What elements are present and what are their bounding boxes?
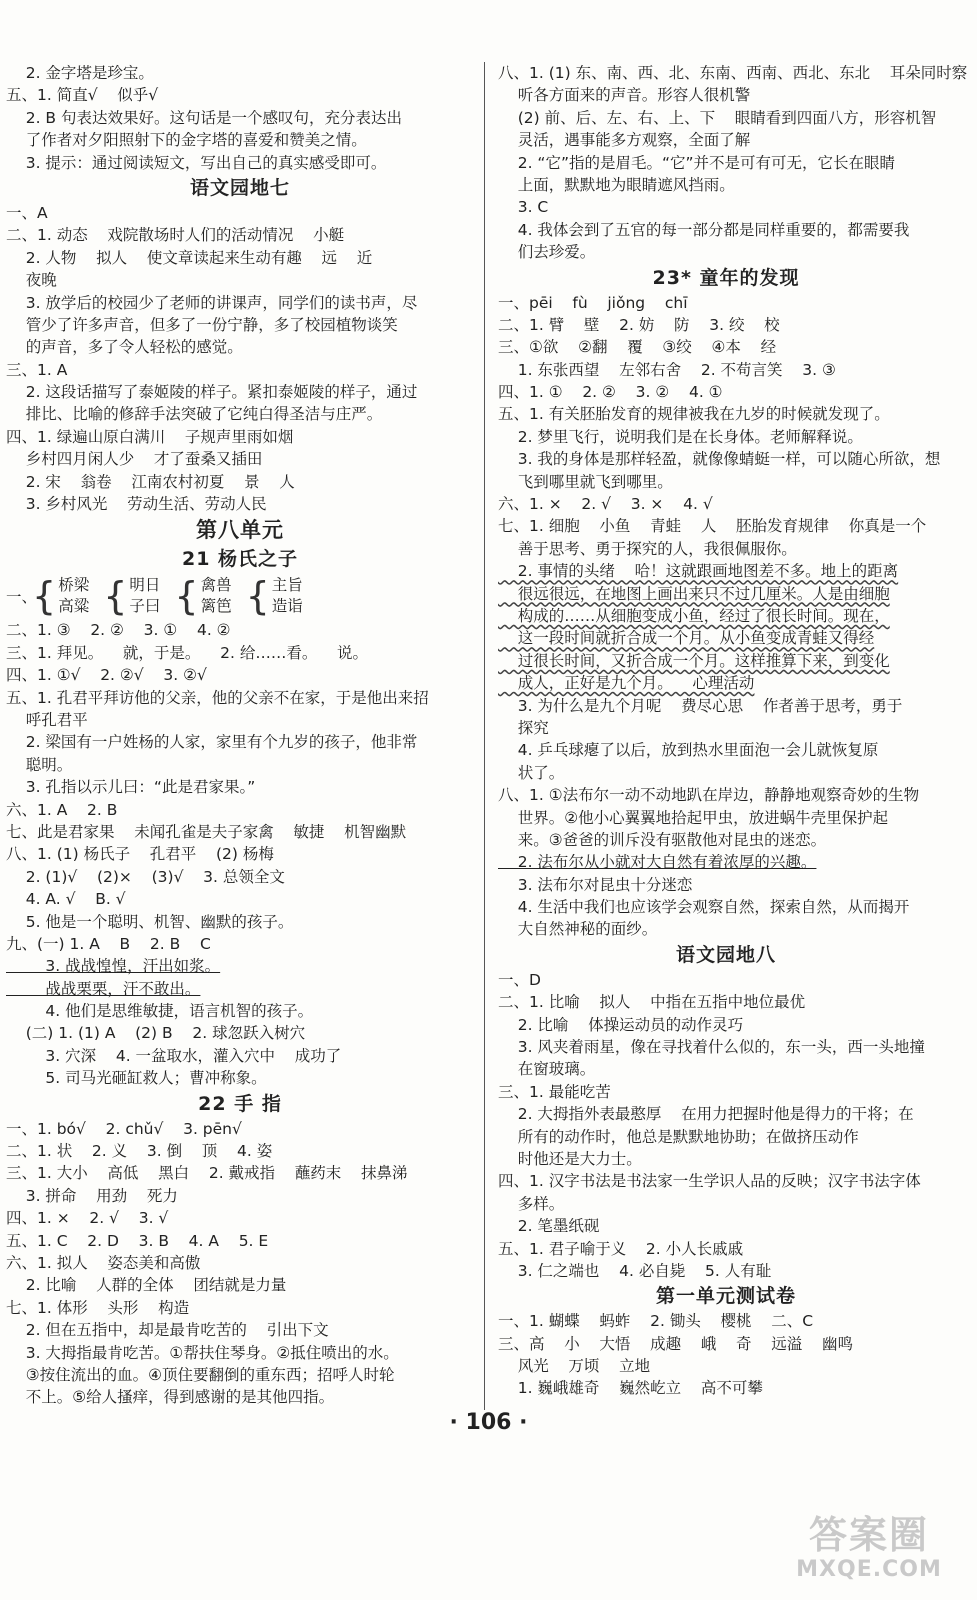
answer-text: 九、(一) 1. A B 2. B C: [6, 934, 211, 953]
answer-line: [498, 762, 954, 784]
answer-line: [498, 448, 954, 470]
word: 桥梁: [58, 576, 90, 595]
answer-line: [6, 152, 474, 174]
answer-text: 五、1. 简直√ 似乎√: [6, 86, 159, 105]
answer-text: 2. 事情的头绪 哈！这就跟画地图差不多。地上的距离: [498, 562, 899, 581]
answer-text: ③按住流出的血。④顶住要翻倒的重东西；招呼人时轮: [6, 1365, 395, 1384]
answer-text: 多样。: [498, 1194, 565, 1213]
answer-text: 2. 宋 翁卷 江南农村初夏 景 人: [6, 472, 295, 491]
answer-text: 风光 万顷 立地: [498, 1357, 651, 1376]
bracket-answer-row: [6, 573, 474, 619]
answer-line: [6, 62, 474, 84]
answer-text: 五、1. C 2. D 3. B 4. A 5. E: [6, 1231, 269, 1250]
answer-line: [6, 821, 474, 843]
answer-text: 飞到哪里就飞到哪里。: [498, 472, 673, 491]
answer-line: [6, 619, 474, 641]
question-number: 一、: [6, 588, 38, 607]
answer-line: [498, 241, 954, 263]
answer-line: [6, 292, 474, 314]
answer-line: [6, 314, 474, 336]
answer-line: [498, 918, 954, 940]
answer-line: [498, 219, 954, 241]
answer-line: [498, 896, 954, 918]
answer-text: 七、1. 细胞 小鱼 青蛙 人 胚胎发育规律 你真是一个: [498, 517, 927, 536]
answer-text: 5. 司马光砸缸救人；曹冲称象。: [6, 1069, 267, 1088]
answer-line: [498, 174, 954, 196]
answer-text: 呼孔君平: [6, 710, 88, 729]
answer-line: [498, 1355, 954, 1377]
answer-text: 2. 金字塔是珍宝。: [6, 64, 154, 82]
answer-text: 不上。⑤给人搔痒，得到感谢的是其他四指。: [6, 1388, 335, 1407]
column-divider: [484, 62, 485, 1410]
answer-text: 四、1. × 2. √ 3. √: [6, 1209, 169, 1228]
answer-line: [498, 84, 954, 106]
answer-text: 3. 战战惶惶，汗出如浆。: [6, 957, 221, 976]
answer-line: [498, 1333, 954, 1355]
answer-text: 4. 我体会到了五官的每一部分都是同样重要的，都需要我: [498, 220, 910, 239]
answer-line: [498, 493, 954, 515]
section-heading: 第八单元: [196, 518, 284, 543]
answer-line: [498, 560, 954, 582]
answer-text: 七、1. 体形 头形 构造: [6, 1298, 190, 1317]
answer-line: [6, 84, 474, 106]
answer-text: 三、1. 拜见。 就，于是。 2. 给……看。 说。: [6, 643, 369, 662]
answer-text: 六、1. A 2. B: [6, 800, 118, 819]
answer-text: 3. 乡村风光 劳动生活、劳动人民: [6, 495, 267, 514]
answer-line: [498, 969, 954, 991]
answer-line: [498, 851, 954, 873]
answer-text: 成人，正好是九个月。 心理活动: [498, 674, 755, 693]
answer-line: [498, 538, 954, 560]
word-pair-group: [246, 575, 303, 617]
answer-line: [498, 605, 954, 627]
answer-text: 八、1. (1) 杨氏子 孔君平 (2) 杨梅: [6, 845, 274, 864]
right-column: [498, 62, 968, 1400]
answer-line: [498, 1310, 954, 1332]
answer-line: [6, 448, 474, 470]
answer-text: 六、1. 拟人 姿态美和高傲: [6, 1253, 201, 1272]
answer-line: [498, 515, 954, 537]
answer-line: [6, 1140, 474, 1162]
answer-line: [498, 196, 954, 218]
answer-text: 在窗玻璃。: [498, 1060, 596, 1079]
answer-line: [498, 1014, 954, 1036]
answer-text: 状了。: [498, 763, 565, 782]
brace-icon: {: [245, 574, 270, 619]
answer-line: [6, 107, 474, 129]
answer-line: [498, 1260, 954, 1282]
answer-line: [6, 978, 474, 1000]
answer-line: [498, 695, 954, 717]
answer-text: 二、1. 比喻 拟人 中指在五指中地位最优: [498, 993, 806, 1012]
answer-text: 2. B 句表达效果好。这句话是一个感叹句，充分表达出: [6, 108, 402, 127]
answer-line: [498, 627, 954, 649]
answer-text: 一、pēi fù jiǒng chī: [498, 293, 688, 312]
answer-text: 五、1. 君子喻于义 2. 小人长戚戚: [498, 1239, 744, 1258]
answer-line: [6, 843, 474, 865]
answer-text: 3. 风夹着雨星，像在寻找着什么似的，东一头，西一头地撞: [498, 1038, 925, 1057]
answer-line: [498, 314, 954, 336]
answer-line: [6, 754, 474, 776]
answer-text: 三、1. A: [6, 360, 68, 379]
answer-text: 二、1. ③ 2. ② 3. ① 4. ②: [6, 621, 231, 640]
section-heading: 22 手 指: [198, 1092, 282, 1115]
answer-line: [498, 739, 954, 761]
answer-line: [6, 955, 474, 977]
answer-line: [498, 1103, 954, 1125]
answer-text: 3. 提示：通过阅读短文，写出自己的真实感受即可。: [6, 153, 387, 172]
answer-line: [498, 807, 954, 829]
word-pair-group: [174, 575, 231, 617]
answer-line: [498, 359, 954, 381]
answer-text: 3. 仁之端也 4. 必自毙 5. 人有耻: [498, 1261, 772, 1280]
answer-line: [6, 1252, 474, 1274]
word: 造诣: [271, 597, 303, 616]
answer-line: [6, 1207, 474, 1229]
answer-text: 过很长时间，又折合成一个月。这样推算下来，到变化: [498, 651, 890, 670]
answer-line: [6, 888, 474, 910]
answer-text: 2. 但在五指中，却是最肯吃苦的 引出下文: [6, 1321, 329, 1340]
answer-line: [6, 731, 474, 753]
section-heading: 语文园地七: [189, 176, 290, 199]
answer-line: [6, 911, 474, 933]
answer-line: [6, 336, 474, 358]
answer-text: 了作者对夕阳照射下的金字塔的喜爱和赞美之情。: [6, 131, 367, 150]
answer-text: 来。③爸爸的训斥没有驱散他对昆虫的迷恋。: [498, 830, 827, 849]
answer-text: 构成的……从细胞变成小鱼，经过了很长时间。现在，: [498, 606, 890, 625]
answer-line: [6, 403, 474, 425]
answer-text: 聪明。: [6, 755, 73, 774]
answer-line: [498, 1238, 954, 1260]
word-pair-group: [103, 575, 160, 617]
answer-text: 1. 巍峨雄奇 巍然屹立 高不可攀: [498, 1379, 763, 1398]
answer-text: 的声音，多了令人轻松的感觉。: [6, 338, 243, 357]
answer-line: [498, 1126, 954, 1148]
answer-line: [6, 664, 474, 686]
answer-text: 四、1. ① 2. ② 3. ② 4. ①: [498, 383, 723, 402]
answer-text: 3. 为什么是九个月呢 费尽心思 作者善于思考，勇于: [498, 696, 903, 715]
answer-text: 大自然神秘的面纱。: [498, 920, 658, 939]
answer-line: [498, 991, 954, 1013]
answer-text: 2. “它”指的是眉毛。“它”并不是可有可无，它长在眼睛: [498, 153, 896, 172]
answer-line: [498, 672, 954, 694]
answer-text: 灵活，遇事能多方观察，全面了解: [498, 131, 751, 150]
answer-line: [498, 1058, 954, 1080]
answer-text: 3. 拼命 用劲 死力: [6, 1186, 178, 1205]
answer-text: 探究: [498, 718, 549, 737]
answer-text: 三、①欲 ②翻 覆 ③绞 ④本 经: [498, 338, 777, 357]
answer-text: 上面，默默地为眼睛遮风挡雨。: [498, 175, 735, 194]
answer-text: 一、1. bó√ 2. chǔ√ 3. pēn√: [6, 1119, 242, 1138]
answer-line: [498, 650, 954, 672]
word: 高粱: [58, 597, 90, 616]
word: 主旨: [271, 576, 303, 595]
answer-line: [498, 107, 954, 129]
watermark-url: MXQE.COM: [796, 1557, 942, 1582]
answer-text: 2. 比喻 体操运动员的动作灵巧: [498, 1015, 744, 1034]
watermark-logo: [789, 1513, 949, 1582]
answer-line: [6, 1297, 474, 1319]
answer-text: 所有的动作时，他总是默默地协助；在做挤压动作: [498, 1127, 859, 1146]
answer-line: [498, 129, 954, 151]
answer-text: 2. 这段话描写了泰姬陵的样子。紧扣泰姬陵的样子，通过: [6, 383, 418, 402]
answer-line: [6, 471, 474, 493]
answer-text: 3. C: [498, 198, 549, 217]
answer-line: [498, 403, 954, 425]
answer-text: 听各方面来的声音。形容人很机警: [498, 86, 751, 105]
answer-text: 们去珍爱。: [498, 243, 596, 262]
answer-line: [498, 1215, 954, 1237]
answer-text: (2) 前、后、左、右、上、下 眼睛看到四面八方，形容机智: [498, 108, 937, 127]
answer-line: [6, 709, 474, 731]
answer-line: [6, 933, 474, 955]
answer-line: [498, 1377, 954, 1399]
section-heading: 23* 童年的发现: [652, 266, 800, 289]
answer-text: 五、1. 有关胚胎发育的规律被我在九岁的时候就发现了。: [498, 405, 890, 424]
answer-line: [498, 784, 954, 806]
answer-line: [498, 381, 954, 403]
answer-line: [6, 642, 474, 664]
answer-line: [6, 687, 474, 709]
answer-line: [498, 1193, 954, 1215]
answer-text: 4. 他们是思维敏捷，语言机智的孩子。: [6, 1002, 314, 1021]
answer-text: 2. 法布尔从小就对大自然有着浓厚的兴趣。: [498, 853, 817, 872]
answer-text: 3. 大拇指最肯吃苦。①帮扶住琴身。②抵住喷出的水。: [6, 1343, 399, 1362]
answer-line: [6, 1118, 474, 1140]
answer-text: 5. 他是一个聪明、机智、幽默的孩子。: [6, 912, 294, 931]
answer-line: [6, 1386, 474, 1408]
answer-line: [6, 381, 474, 403]
answer-text: 四、1. ①√ 2. ②√ 3. ②√: [6, 666, 207, 685]
answer-line: [498, 471, 954, 493]
answer-text: 3. 穴深 4. 一盆取水，灌入穴中 成功了: [6, 1046, 342, 1065]
answer-line: [6, 1067, 474, 1089]
answer-line: [6, 269, 474, 291]
answer-line: [6, 359, 474, 381]
word: 篱笆: [200, 597, 232, 616]
answer-line: [498, 874, 954, 896]
answer-text: 四、1. 汉字书法是书法家一生学识人品的反映；汉字书法字体: [498, 1172, 921, 1191]
answer-line: [498, 292, 954, 314]
answer-text: 4. 乒乓球瘪了以后，放到热水里面泡一会儿就恢复原: [498, 741, 879, 760]
left-column: [6, 62, 474, 1409]
answer-line: [6, 1274, 474, 1296]
answer-line: [6, 1045, 474, 1067]
answer-text: 3. 我的身体是那样轻盈，就像像蜻蜓一样，可以随心所欲，想: [498, 450, 941, 469]
answer-line: [498, 426, 954, 448]
answer-line: [6, 1230, 474, 1252]
answer-line: [498, 829, 954, 851]
answer-line: [498, 152, 954, 174]
answer-text: 管少了许多声音，但多了一份宁静，多了校园植物谈笑: [6, 315, 398, 334]
answer-line: [6, 493, 474, 515]
answer-line: [6, 224, 474, 246]
answer-text: 2. 比喻 人群的全体 团结就是力量: [6, 1276, 287, 1295]
answer-text: 3. 孔指以示儿曰：“此是君家果。”: [6, 778, 256, 797]
answer-text: 三、1. 大小 高低 黑白 2. 戴戒指 蘸药末 抹鼻涕: [6, 1164, 408, 1183]
answer-text: 时他还是大力士。: [498, 1149, 642, 1168]
answer-text: (二) 1. (1) A (2) B 2. 球忽跃入树穴: [6, 1024, 306, 1043]
answer-text: 三、1. 最能吃苦: [498, 1082, 611, 1101]
answer-text: 4. 生活中我们也应该学会观察自然，探索自然，从而揭开: [498, 898, 910, 917]
answer-line: [6, 1162, 474, 1184]
word: 禽兽: [200, 576, 232, 595]
answer-line: [498, 583, 954, 605]
answer-line: [498, 1036, 954, 1058]
answer-text: 2. 梁国有一户姓杨的人家，家里有个九岁的孩子，他非常: [6, 733, 418, 752]
answer-text: 战战栗栗，汗不敢出。: [6, 979, 201, 998]
answer-text: 3. 法布尔对昆虫十分迷恋: [498, 875, 693, 894]
answer-text: 八、1. (1) 东、南、西、北、东南、西南、西北、东北 耳朵同时察: [498, 64, 968, 82]
answer-text: 一、1. 蝴蝶 蚂蚱 2. 锄头 樱桃 二、C: [498, 1312, 814, 1331]
answer-line: [498, 336, 954, 358]
answer-line: [6, 866, 474, 888]
answer-text: 2. 梦里飞行，说明我们是在长身体。老师解释说。: [498, 427, 863, 446]
word: 明日: [129, 576, 161, 595]
answer-line: [6, 202, 474, 224]
answer-line: [6, 1022, 474, 1044]
answer-line: [498, 62, 968, 84]
brace-icon: {: [32, 574, 57, 619]
answer-line: [6, 129, 474, 151]
answer-line: [6, 799, 474, 821]
answer-text: 很远很远，在地图上画出来只不过几厘米。人是由细胞: [498, 584, 890, 603]
answer-line: [498, 717, 954, 739]
answer-text: 1. 东张西望 左邻右舍 2. 不苟言笑 3. ③: [498, 360, 836, 379]
section-heading: 语文园地八: [675, 943, 776, 966]
answer-line: [6, 1342, 474, 1364]
answer-text: 这一段时间就折合成一个月。从小鱼变成青蛙又得经: [498, 629, 875, 648]
answer-text: 排比、比喻的修辞手法突破了它纯白得圣洁与庄严。: [6, 405, 383, 424]
brace-icon: {: [174, 574, 199, 619]
answer-text: 夜晚: [6, 271, 57, 290]
answer-line: [6, 1364, 474, 1386]
answer-text: 四、1. 绿遍山原白满川 子规声里雨如烟: [6, 427, 294, 446]
answer-line: [6, 426, 474, 448]
answer-line: [6, 1000, 474, 1022]
answer-text: 二、1. 动态 戏院散场时人们的活动情况 小艇: [6, 226, 345, 245]
watermark-mark: 答案圈: [808, 1513, 929, 1557]
answer-text: 七、此是君家果 未闻孔雀是夫子家禽 敏捷 机智幽默: [6, 822, 407, 841]
answer-line: [6, 1185, 474, 1207]
answer-text: 三、高 小 大悟 成趣 峨 奇 远溢 幽鸣: [498, 1334, 853, 1353]
word-pair-group: [32, 575, 89, 617]
answer-text: 二、1. 臂 壁 2. 妨 防 3. 绞 校: [498, 315, 780, 334]
answer-line: [498, 1081, 954, 1103]
answer-text: 2. 笔墨纸砚: [498, 1217, 600, 1236]
answer-line: [6, 247, 474, 269]
answer-line: [498, 1170, 954, 1192]
answer-text: 3. 放学后的校园少了老师的讲课声，同学们的读书声，尽: [6, 293, 418, 312]
answer-text: 2. 大拇指外表最憨厚 在用力把握时他是得力的干将；在: [498, 1105, 914, 1124]
answer-text: 善于思考、勇于探究的人，我很佩服你。: [498, 539, 797, 558]
answer-line: [498, 1148, 954, 1170]
brace-icon: {: [103, 574, 128, 619]
answer-line: [6, 1319, 474, 1341]
word: 子曰: [129, 597, 161, 616]
answer-text: 一、A: [6, 203, 48, 222]
answer-text: 八、1. ①法布尔一动不动地趴在岸边，静静地观察奇妙的生物: [498, 786, 920, 805]
answer-text: 一、D: [498, 970, 541, 989]
answer-text: 五、1. 孔君平拜访他的父亲，他的父亲不在家，于是他出来招: [6, 688, 429, 707]
section-heading: 21 杨氏之子: [181, 548, 299, 571]
answer-text: 4. A. √ B. √: [6, 890, 126, 909]
answer-text: 2. 人物 拟人 使文章读起来生动有趣 远 近: [6, 248, 373, 267]
section-heading: 第一单元测试卷: [655, 1285, 796, 1308]
answer-text: 乡村四月闲人少 才了蚕桑又插田: [6, 450, 263, 469]
answer-text: 2. (1)√ (2)× (3)√ 3. 总领全文: [6, 867, 285, 886]
page-number: · 106 ·: [449, 1410, 528, 1435]
answer-text: 世界。②他小心翼翼地拾起甲虫，放进蜗牛壳里保护起: [498, 808, 889, 827]
answer-text: 二、1. 状 2. 义 3. 倒 顶 4. 姿: [6, 1142, 273, 1161]
answer-line: [6, 776, 474, 798]
answer-text: 六、1. × 2. √ 3. × 4. √: [498, 495, 713, 514]
